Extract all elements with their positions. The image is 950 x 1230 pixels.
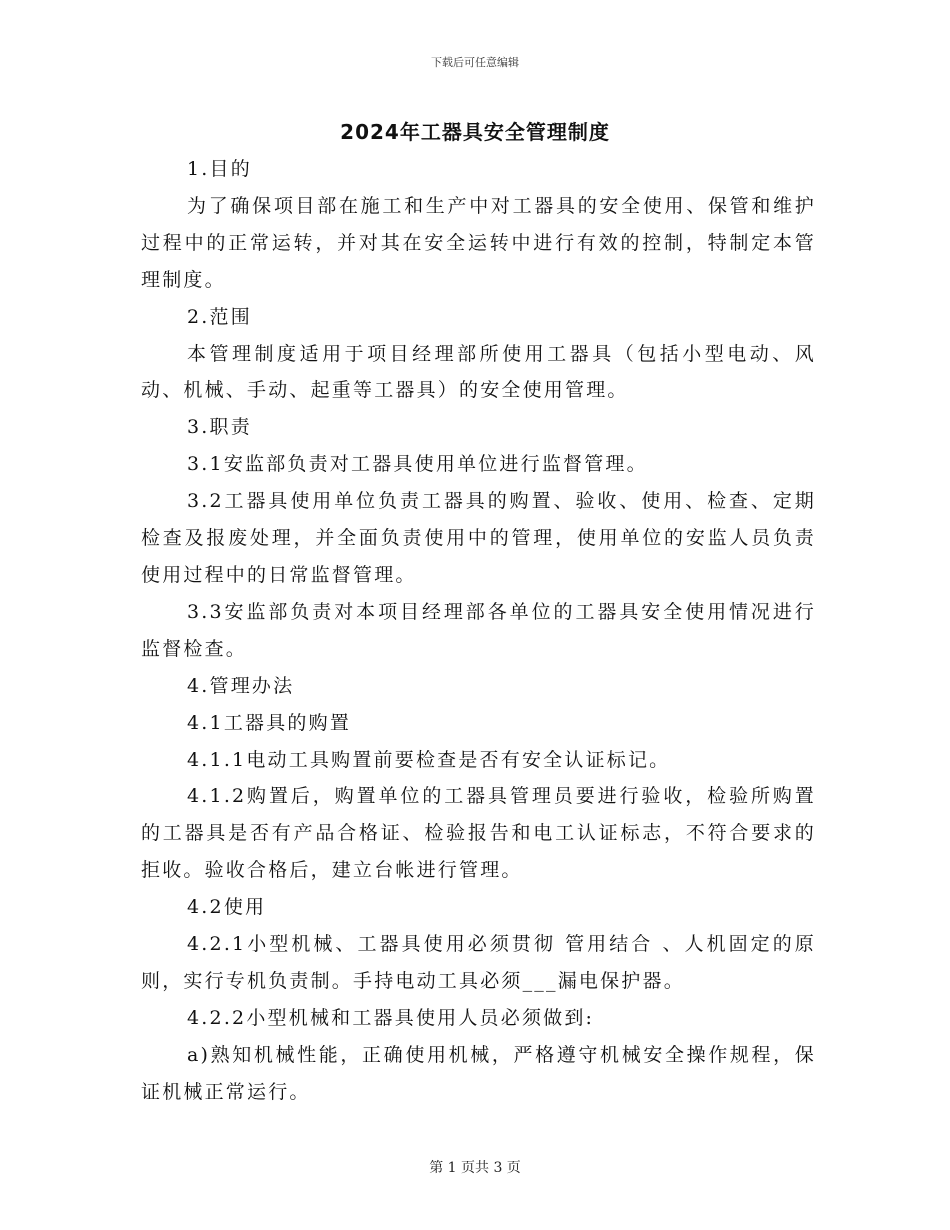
paragraph: 2.范围: [187, 305, 252, 328]
document-body: [141, 151, 816, 1111]
paragraph: 3.职责: [187, 416, 252, 439]
paragraph: 3.3安监部负责对本项目经理部各单位的工器具安全使用情况进行监督检查。: [141, 600, 816, 660]
paragraph: 1.目的: [187, 158, 252, 180]
document-title: 2024年工器具安全管理制度: [340, 120, 610, 144]
paragraph: 本管理制度适用于项目经理部所使用工器具（包括小型电动、风动、机械、手动、起重等工器具）的安全使用管理。: [141, 342, 816, 402]
paragraph: 3.2工器具使用单位负责工器具的购置、验收、使用、检查、定期检查及报废处理，并全面负责使用中的管理，使用单位的安监人员负责使用过程中的日常监督管理。: [141, 490, 816, 586]
paragraph: 4.2.2小型机械和工器具使用人员必须做到:: [187, 1006, 595, 1029]
paragraph: 4.2使用: [187, 896, 267, 919]
paragraph: 4.2.1小型机械、工器具使用必须贯彻 管用结合 、人机固定的原则，实行专机负责制。手持电动工具必须___漏电保护器。: [141, 933, 816, 992]
page-footer: 第 1 页共 3 页: [429, 1160, 521, 1176]
paragraph: a)熟知机械性能，正确使用机械，严格遵守机械安全操作规程，保证机械正常运行。: [141, 1043, 816, 1103]
paragraph: 4.1.1电动工具购置前要检查是否有安全认证标记。: [187, 748, 671, 771]
paragraph: 4.1.2购置后，购置单位的工器具管理员要进行验收，检验所购置的工器具是否有产品合格证、检验报告和电工认证标志，不符合要求的拒收。验收合格后，建立台帐进行管理。: [141, 785, 816, 882]
paragraph: 为了确保项目部在施工和生产中对工器具的安全使用、保管和维护过程中的正常运转，并对其在安全运转中进行有效的控制，特制定本管理制度。: [141, 194, 816, 291]
paragraph: 3.1安监部负责对工器具使用单位进行监督管理。: [187, 453, 648, 476]
paragraph: 4.管理办法: [187, 674, 295, 697]
paragraph: 4.1工器具的购置: [187, 711, 352, 734]
header-note: 下载后可任意编辑: [431, 56, 519, 69]
